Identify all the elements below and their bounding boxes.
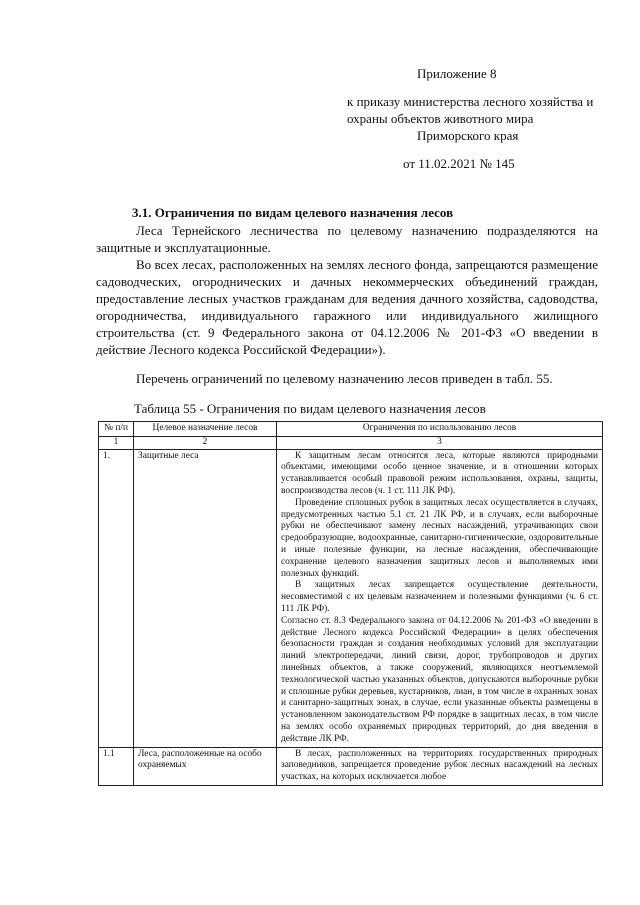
order-line-2: охраны объектов животного мира	[347, 111, 534, 126]
order-date: от 11.02.2021 № 145	[403, 156, 515, 171]
column-number-3: 3	[277, 436, 603, 449]
row-restrictions	[277, 747, 603, 785]
row-purpose: Защитные леса	[134, 449, 277, 747]
restriction-paragraph: В защитных лесах запрещается осуществление деятельности, несовместимой с их целевым назначением и полезными функциями (ч. 6 ст. 111 ЛК РФ).	[281, 580, 598, 614]
order-line-1: к приказу министерства лесного хозяйства и	[347, 94, 594, 109]
section-title: 3.1. Ограничения по видам целевого назначения лесов	[132, 205, 454, 220]
restriction-paragraph: Проведение сплошных рубок в защитных лесах осуществляется в случаях, предусмотренных частью 5.1 ст. 21 ЛК РФ, и в случаях, если выборочные рубки не обеспечивают замену лесных насаждений, утрачивающих свои средообразующие, водоохранные, санитарно-гигиенические, оздоровительные и иные полезные функции, на лесные насаждения, обеспечивающие сохранение целевого назначения защитных лесов и выполняемых ими полезных функций.	[281, 497, 598, 579]
paragraph-1: Леса Тернейского лесничества по целевому назначению подразделяются на защитные и эксплуатационные.	[96, 223, 598, 255]
paragraph-3: Перечень ограничений по целевому назначению лесов приведен в табл. 55.	[136, 371, 553, 386]
header-purpose: Целевое назначение лесов	[134, 422, 277, 437]
appendix-label: Приложение 8	[417, 66, 497, 81]
restriction-paragraph: К защитным лесам относятся леса, которые являются природными объектами, имеющими особо ценное значение, и в отношении которых устанавливается особый правовой режим использования, охраны, защиты, воспроизводства лесов (ч. 1 ст. 111 ЛК РФ).	[281, 450, 598, 496]
table-column-numbers	[99, 436, 603, 449]
row-number: 1.	[99, 449, 134, 747]
table-header-row	[99, 422, 603, 437]
table-caption: Таблица 55 - Ограничения по видам целевого назначения лесов	[134, 401, 486, 416]
row-restrictions	[277, 449, 603, 747]
restriction-paragraph: Согласно ст. 8.3 Федерального закона от 04.12.2006 № 201-ФЗ «О введении в действие Лесного кодекса Российской Федерации» в целях обеспечения безопасности граждан и создания необходимых условий для эксплуатации линий электропередачи, линий связи, дорог, трубопроводов и других линейных объектов, а также сооружений, являющихся неотъемлемой технологической частью указанных объектов, допускаются выборочные рубки и сплошные рубки деревьев, кустарников, лиан, в том числе в охранных зонах и санитарно-защитных зонах, в случае, если указанные объекты размещены в установленном законодательством РФ порядке в защитных лесах, в том числе на землях особо охраняемых природных территорий, до дня введения в действие ЛК РФ.	[281, 615, 598, 744]
header-restrictions: Ограничения по использованию лесов	[277, 422, 603, 437]
restriction-paragraph: В лесах, расположенных на территориях государственных природных заповедников, запрещается проведение рубок лесных насаждений на лесных участках, на которых исключается любое	[281, 748, 598, 783]
table-row	[99, 747, 603, 785]
paragraph-2: Во всех лесах, расположенных на землях лесного фонда, запрещаются размещение садоводческих, огороднических и дачных некоммерческих объединений граждан, предоставление лесных участков гражданам для ведения дачного хозяйства, садоводства, огородничества, индивидуального гаражного или индивидуального жилищного строительства (ст. 9 Федерального закона от 04.12.2006 № 201-ФЗ «О введении в действие Лесного кодекса Российской Федерации»).	[96, 257, 598, 357]
order-line-3: Приморского края	[417, 128, 519, 143]
row-purpose: Леса, расположенные на особо охраняемых	[134, 747, 277, 785]
column-number-2: 2	[134, 436, 277, 449]
row-number: 1.1	[99, 747, 134, 785]
restrictions-table	[98, 421, 603, 786]
column-number-1: 1	[99, 436, 134, 449]
table-row	[99, 449, 603, 747]
header-number: № п/п	[99, 422, 134, 437]
